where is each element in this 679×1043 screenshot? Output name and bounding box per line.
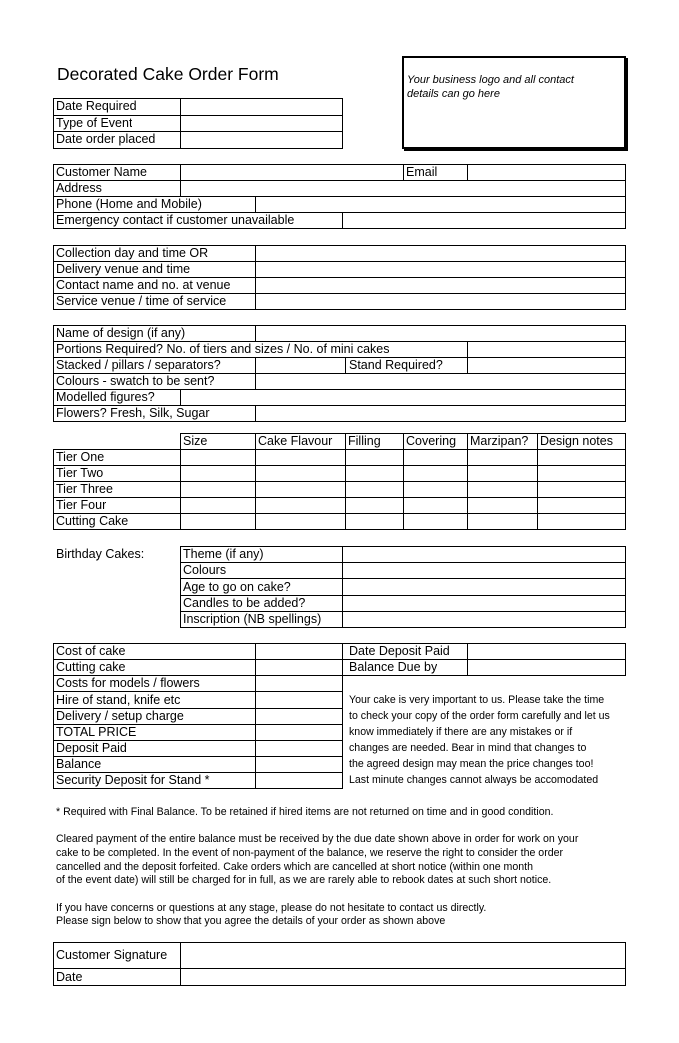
- payment-terms-line: cancelled and the deposit forfeited. Cake orders which are cancelled at short notice (within one month: [56, 861, 533, 873]
- signature-date-label: Date: [56, 970, 83, 984]
- flowers-field[interactable]: [256, 406, 625, 421]
- address-label: Address: [56, 181, 102, 195]
- portions-label: Portions Required? No. of tiers and sizes / No. of mini cakes: [56, 342, 390, 356]
- age-label: Age to go on cake?: [183, 580, 291, 594]
- venue-contact-field[interactable]: [256, 278, 625, 293]
- important-note-line: the agreed design may mean the price changes too!: [349, 758, 594, 770]
- tier-row-label: Tier Three: [56, 482, 113, 496]
- tier-three-fields[interactable]: [181, 482, 625, 497]
- models-cost-field[interactable]: [256, 676, 342, 691]
- date-deposit-paid-label: Date Deposit Paid: [349, 644, 450, 658]
- delivery-venue-field[interactable]: [256, 262, 625, 277]
- tier-row-label: Cutting Cake: [56, 514, 129, 528]
- tier-row-label: Tier One: [56, 450, 105, 464]
- delivery-venue-label: Delivery venue and time: [56, 262, 191, 276]
- cost-row-label: Delivery / setup charge: [56, 709, 184, 723]
- cost-row-label: Cost of cake: [56, 644, 126, 658]
- cost-row-label: Security Deposit for Stand *: [56, 773, 210, 787]
- colours-swatch-field[interactable]: [256, 374, 625, 389]
- tier-four-fields[interactable]: [181, 498, 625, 513]
- payment-terms-line: Cleared payment of the entire balance must be received by the due date shown above in order for work on your: [56, 833, 579, 845]
- portions-field[interactable]: [468, 342, 625, 357]
- tier-header-flavour: Cake Flavour: [258, 434, 333, 448]
- important-note: [349, 694, 626, 790]
- delivery-cost-field[interactable]: [256, 709, 342, 724]
- tier-header-size: Size: [183, 434, 208, 448]
- flowers-label: Flowers? Fresh, Silk, Sugar: [56, 406, 210, 420]
- date-required-label: Date Required: [56, 99, 137, 113]
- tier-header-design-notes: Design notes: [540, 434, 613, 448]
- theme-label: Theme (if any): [183, 547, 264, 561]
- security-deposit-field[interactable]: [256, 773, 342, 788]
- email-label: Email: [406, 165, 438, 179]
- design-name-label: Name of design (if any): [56, 326, 186, 340]
- emergency-contact-field[interactable]: [343, 213, 625, 228]
- email-field[interactable]: [468, 165, 625, 180]
- service-venue-field[interactable]: [256, 294, 625, 309]
- type-of-event-field[interactable]: [181, 116, 342, 131]
- birthday-cakes-label: Birthday Cakes:: [56, 547, 145, 561]
- cost-row-label: Deposit Paid: [56, 741, 127, 755]
- tier-one-fields[interactable]: [181, 450, 625, 465]
- date-deposit-paid-field[interactable]: [468, 644, 625, 659]
- tier-row-label: Tier Four: [56, 498, 107, 512]
- inscription-field[interactable]: [343, 612, 625, 627]
- balance-due-by-label: Balance Due by: [349, 660, 438, 674]
- candles-label: Candles to be added?: [183, 596, 306, 610]
- type-of-event-label: Type of Event: [56, 116, 133, 130]
- important-note-line: to check your copy of the order form carefully and let us: [349, 710, 610, 722]
- customer-name-field[interactable]: [181, 165, 403, 180]
- cost-row-label: TOTAL PRICE: [56, 725, 137, 739]
- stacked-label: Stacked / pillars / separators?: [56, 358, 221, 372]
- stand-required-label: Stand Required?: [349, 358, 443, 372]
- payment-terms-line: cake to be completed. In the event of non-payment of the balance, we reserve the right to consider the order: [56, 847, 564, 859]
- page-title: Decorated Cake Order Form: [57, 64, 279, 84]
- important-note-line: Last minute changes cannot always be accomodated: [349, 774, 599, 786]
- tier-header-filling: Filling: [348, 434, 381, 448]
- modelled-figures-field[interactable]: [181, 390, 625, 405]
- hire-cost-field[interactable]: [256, 692, 342, 708]
- cost-row-label: Costs for models / flowers: [56, 676, 200, 690]
- logo-box-line-2: details can go here: [407, 88, 500, 100]
- cost-row-label: Cutting cake: [56, 660, 126, 674]
- birthday-colours-field[interactable]: [343, 563, 625, 578]
- collection-field[interactable]: [256, 246, 625, 261]
- cost-row-label: Balance: [56, 757, 102, 771]
- important-note-line: Your cake is very important to us. Please take the time: [349, 694, 605, 706]
- phone-label: Phone (Home and Mobile): [56, 197, 202, 211]
- customer-signature-field[interactable]: [181, 943, 625, 968]
- colours-swatch-label: Colours - swatch to be sent?: [56, 374, 215, 388]
- age-field[interactable]: [343, 579, 625, 595]
- modelled-figures-label: Modelled figures?: [56, 390, 155, 404]
- emergency-contact-label: Emergency contact if customer unavailable: [56, 213, 295, 227]
- signature-date-field[interactable]: [181, 969, 625, 985]
- address-field[interactable]: [181, 181, 625, 196]
- important-note-line: changes are needed. Bear in mind that changes to: [349, 742, 587, 754]
- balance-due-by-field[interactable]: [468, 660, 625, 675]
- venue-contact-label: Contact name and no. at venue: [56, 278, 231, 292]
- design-name-field[interactable]: [256, 326, 625, 341]
- birthday-colours-label: Colours: [183, 563, 227, 577]
- cost-of-cake-field[interactable]: [256, 644, 342, 659]
- theme-field[interactable]: [343, 547, 625, 562]
- logo-box-line-1: Your business logo and all contact: [407, 74, 574, 86]
- inscription-label: Inscription (NB spellings): [183, 612, 322, 626]
- customer-signature-label: Customer Signature: [56, 948, 168, 962]
- important-note-line: know immediately if there are any mistakes or if: [349, 726, 573, 738]
- candles-field[interactable]: [343, 596, 625, 611]
- tier-two-fields[interactable]: [181, 466, 625, 481]
- terms-section: [56, 806, 628, 931]
- payment-terms-line: of the event date) will still be charged for in full, as we are rarely able to rebook dates at such short notice.: [56, 874, 552, 886]
- cutting-cake-fields[interactable]: [181, 514, 625, 529]
- total-price-field[interactable]: [256, 725, 342, 740]
- phone-field[interactable]: [256, 197, 625, 212]
- logo-placeholder-box: [402, 56, 626, 149]
- date-order-placed-label: Date order placed: [56, 132, 156, 146]
- deposit-paid-field[interactable]: [256, 741, 342, 756]
- customer-name-label: Customer Name: [56, 165, 147, 179]
- service-venue-label: Service venue / time of service: [56, 294, 227, 308]
- stacked-field[interactable]: [256, 358, 345, 373]
- stand-required-field[interactable]: [468, 358, 625, 373]
- tier-row-label: Tier Two: [56, 466, 104, 480]
- tier-header-covering: Covering: [406, 434, 457, 448]
- cost-row-label: Hire of stand, knife etc: [56, 693, 181, 707]
- balance-field[interactable]: [256, 757, 342, 772]
- footnote: * Required with Final Balance. To be retained if hired items are not returned on time and in good condition.: [56, 806, 554, 818]
- date-order-placed-field[interactable]: [181, 132, 342, 148]
- cutting-cake-cost-field[interactable]: [256, 660, 342, 675]
- collection-label: Collection day and time OR: [56, 246, 209, 260]
- tier-header-marzipan: Marzipan?: [470, 434, 529, 448]
- date-required-field[interactable]: [181, 99, 342, 115]
- concerns-line: Please sign below to show that you agree the details of your order as shown above: [56, 915, 446, 927]
- concerns-line: If you have concerns or questions at any stage, please do not hesitate to contact us directly.: [56, 902, 487, 914]
